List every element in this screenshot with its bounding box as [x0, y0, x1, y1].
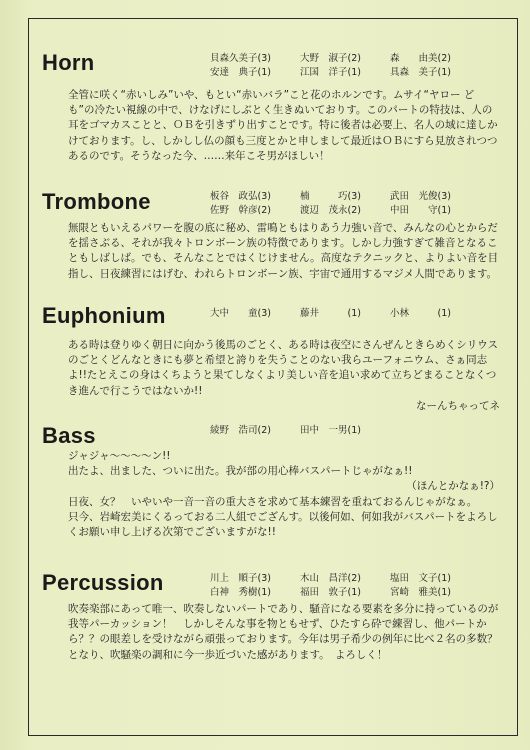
paragraph: 只今、岩崎宏美にくるっておる二人組でござんす。以後何如、何如我がバスパートをよろしくお願い申し上げる次第でございますがな!! — [68, 510, 498, 539]
member: 具森 美子(1) — [390, 67, 451, 78]
member: 川上 順子(3) — [210, 573, 271, 584]
member: 中田 守(1) — [390, 205, 451, 216]
member: 楠 巧(3) — [300, 191, 361, 202]
body-bass — [68, 449, 500, 540]
member: 大野 淑子(2) — [300, 53, 361, 64]
paragraph: ある時は登りゆく朝日に向かう後馬のごとく、ある時は夜空にさんぜんときらめくシリウスのごとくどんなときにも夢と希望と誇りを失うことのない我らユーフォニウム、さぁ同志よ!!たとえこの身はくちようと果てしなくよリ美しい音を追い求めて立ちどまることなくつき進んで行こうではないか!! — [68, 339, 498, 397]
member: 安達 典子(1) — [210, 67, 271, 78]
paragraph: 出たよ、出ました、ついに出た。我が部の用心棒バスパートじゃがなぁ!! — [68, 465, 413, 478]
member: 大中 童(3) — [210, 308, 271, 319]
member: 佐野 幹彦(2) — [210, 205, 271, 216]
member: 田中 一男(1) — [300, 425, 361, 436]
paragraph: 無限ともいえるパワーを腹の底に秘め、雷鳴ともはりあう力強い音で、みんなの心とからだを揺さぶる、それが我々トロンボーン族の特徴であります。しかし力強すぎて雑音となることもしばしば。でも、そんなことではくじけません。高度なテクニックと、よりよい音を目指し、日夜練習にはげむ、われらトロンボーン族、宇宙で通用するマジメ人間であります。 — [68, 222, 499, 280]
paragraph: 全管に咲く“赤いしみ”いや、もとい“赤いバラ”こと花のホルンです。ムサイ“ヤロー ども”の冷たい視線の中で、けなげにしぶとく生きぬいておりす。このパートの特技は、人の耳をゴマカスことと、ＯＢを引きずり出すことです。特に後者は必要上、名人の域に達しかけております。し、しかしし仏の顔も三度とかと申しまして最近はＯＢにすら見放されつつあるのです。そうなった今、‥‥‥来年こそ男がほしい！ — [68, 89, 498, 162]
section-title-bass: Bass — [42, 423, 96, 448]
members-horn — [210, 52, 510, 80]
members-euphonium — [210, 307, 510, 321]
section-title-percussion: Percussion — [42, 570, 164, 595]
member: 福田 敦子(1) — [300, 587, 361, 598]
body-percussion — [68, 602, 500, 663]
member: 渡辺 茂永(2) — [300, 205, 361, 216]
members-bass — [210, 424, 510, 438]
paragraph: 吹奏楽部にあって唯一、吹奏しないパートであり、騒音になる要素を多分に持っているのが我等パーカッション！ しかしそんな事を物ともせず、ひたすら砕で練習し、他パートから？？の眼差しを受けながら頑張っております。今年は男子希少の例年に比べ２名の多数？となり、吹騒楽の調和に今一歩近づいた感があります。 よろしく！ — [68, 603, 499, 661]
body-horn — [68, 88, 500, 164]
section-title-euphonium: Euphonium — [42, 303, 166, 328]
paragraph: （ほんとかなぁ!?） — [406, 480, 500, 493]
member: 塩田 文子(1) — [390, 573, 451, 584]
member: 貝森久美子(3) — [210, 53, 271, 64]
section-title-trombone: Trombone — [42, 189, 151, 214]
body-euphonium — [68, 338, 500, 414]
member: 小林 (1) — [390, 308, 451, 319]
member: 白神 秀樹(1) — [210, 587, 271, 598]
member: 宮崎 雅美(1) — [390, 587, 451, 598]
paragraph: 日夜、女？ いやいや一音一音の重大さを求めて基本練習を重ねておるんじゃがなぁ。 — [68, 495, 478, 508]
members-percussion — [210, 572, 510, 600]
section-title-horn: Horn — [42, 50, 95, 75]
member: 藤井 (1) — [300, 308, 361, 319]
signoff: なーんちゃってネ — [416, 399, 500, 412]
member: 森 由美(2) — [390, 53, 451, 64]
paragraph: ジャジャ～～～～ン!! — [68, 450, 171, 462]
member: 板谷 政弘(3) — [210, 191, 271, 202]
member: 木山 昌洋(2) — [300, 573, 361, 584]
members-trombone — [210, 190, 510, 218]
member: 武田 光俊(3) — [390, 191, 451, 202]
body-trombone — [68, 221, 500, 282]
member: 江国 洋子(1) — [300, 67, 361, 78]
member: 綾野 浩司(2) — [210, 425, 271, 436]
